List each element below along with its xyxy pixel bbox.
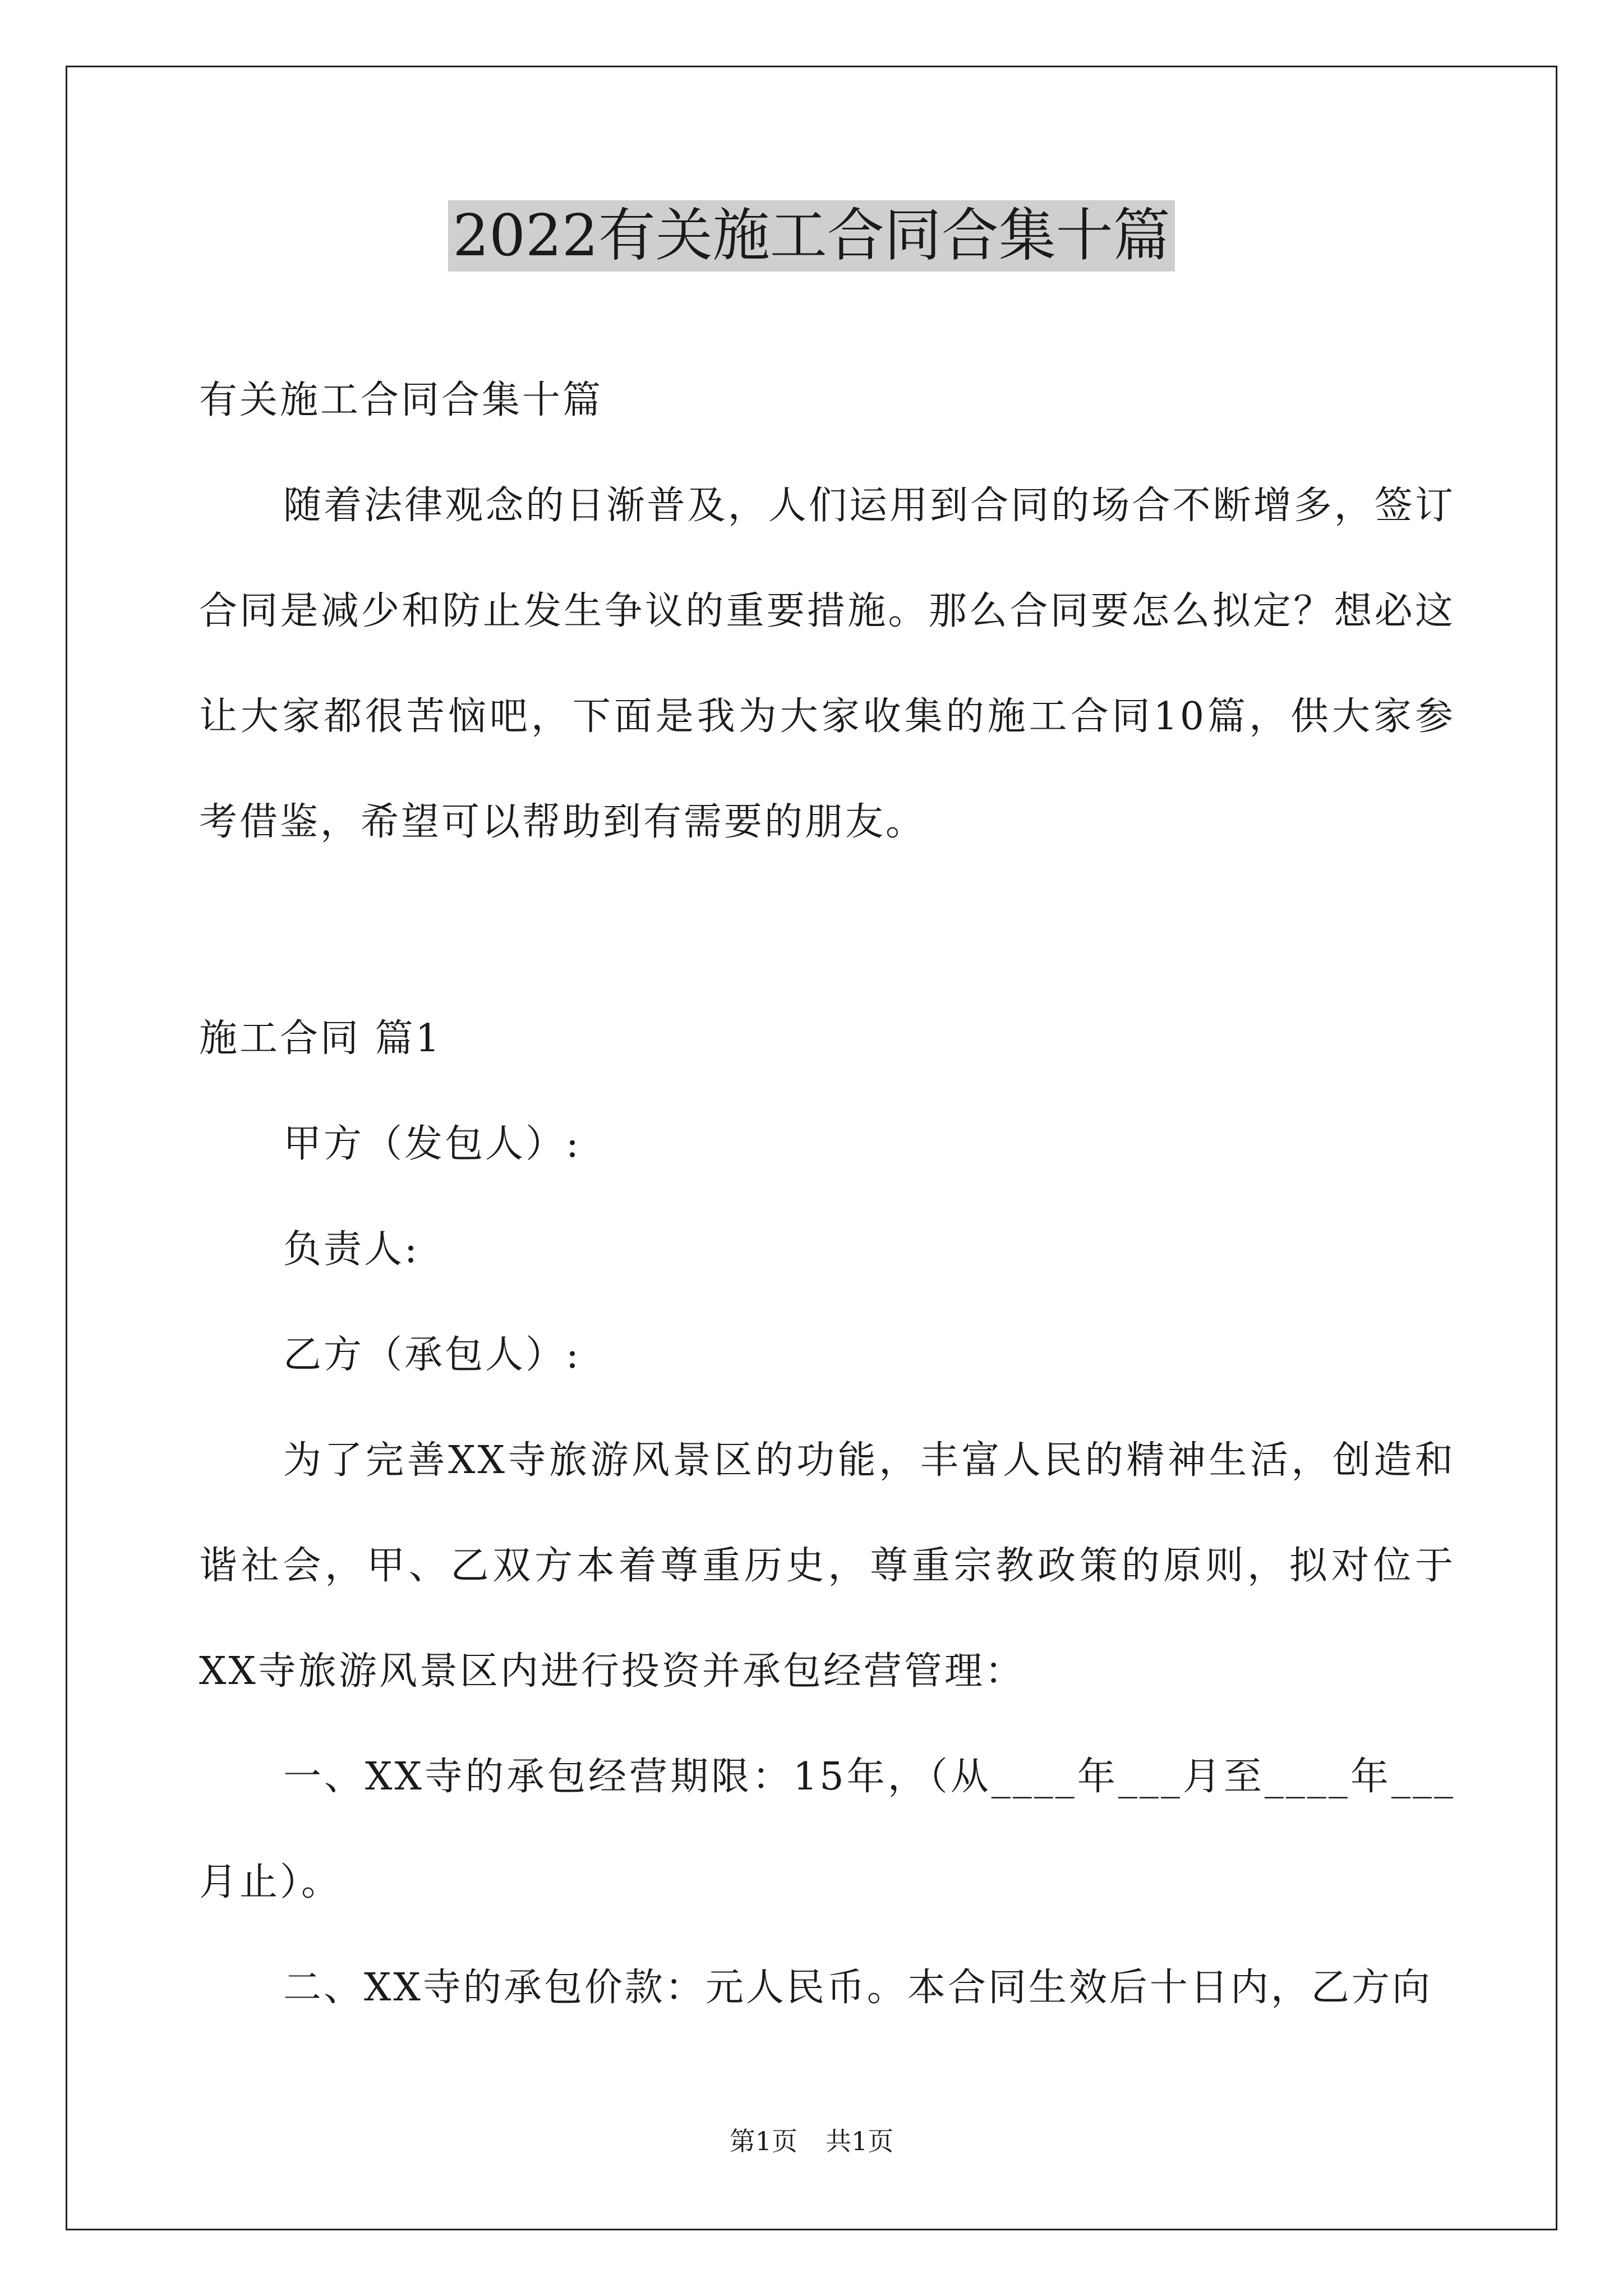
document-body [199,348,1455,875]
page-footer [0,2126,1623,2157]
document-title [0,199,1623,274]
document-title-text: 2022有关施工合同合集十篇 [448,200,1175,272]
document-subtitle: 有关施工合同合集十篇 [199,378,603,422]
person-in-charge-line: 负责人: [283,1227,419,1272]
page-number-total: 共1页 [826,2126,894,2156]
clause-1-paragraph: 一、XX寺的承包经营期限：15年，（从____年___月至____年___月止）。 [199,1755,1455,1904]
clause-2-paragraph: 二、XX寺的承包价款：元人民币。本合同生效后十日内，乙方向 [283,1966,1432,2010]
preamble-paragraph: 为了完善XX寺旅游风景区的功能，丰富人民的精神生活，创造和谐社会，甲、乙双方本着尊重历史，尊重宗教政策的原则，拟对位于XX寺旅游风景区内进行投资并承包经营管理： [199,1438,1455,1694]
party-b-line: 乙方（承包人）: [283,1333,581,1377]
intro-paragraph: 随着法律观念的日渐普及，人们运用到合同的场合不断增多，签订合同是减少和防止发生争议的重要措施。那么合同要怎么拟定？想必这让大家都很苦恼吧，下面是我为大家收集的施工合同10篇，供大家参考借鉴，希望可以帮助到有需要的朋友。 [199,484,1455,844]
page-number-current: 第1页 [729,2126,797,2156]
section-body [199,986,1455,2041]
party-a-line: 甲方（发包人）: [283,1122,581,1166]
section-heading: 施工合同 篇1 [199,1016,442,1061]
